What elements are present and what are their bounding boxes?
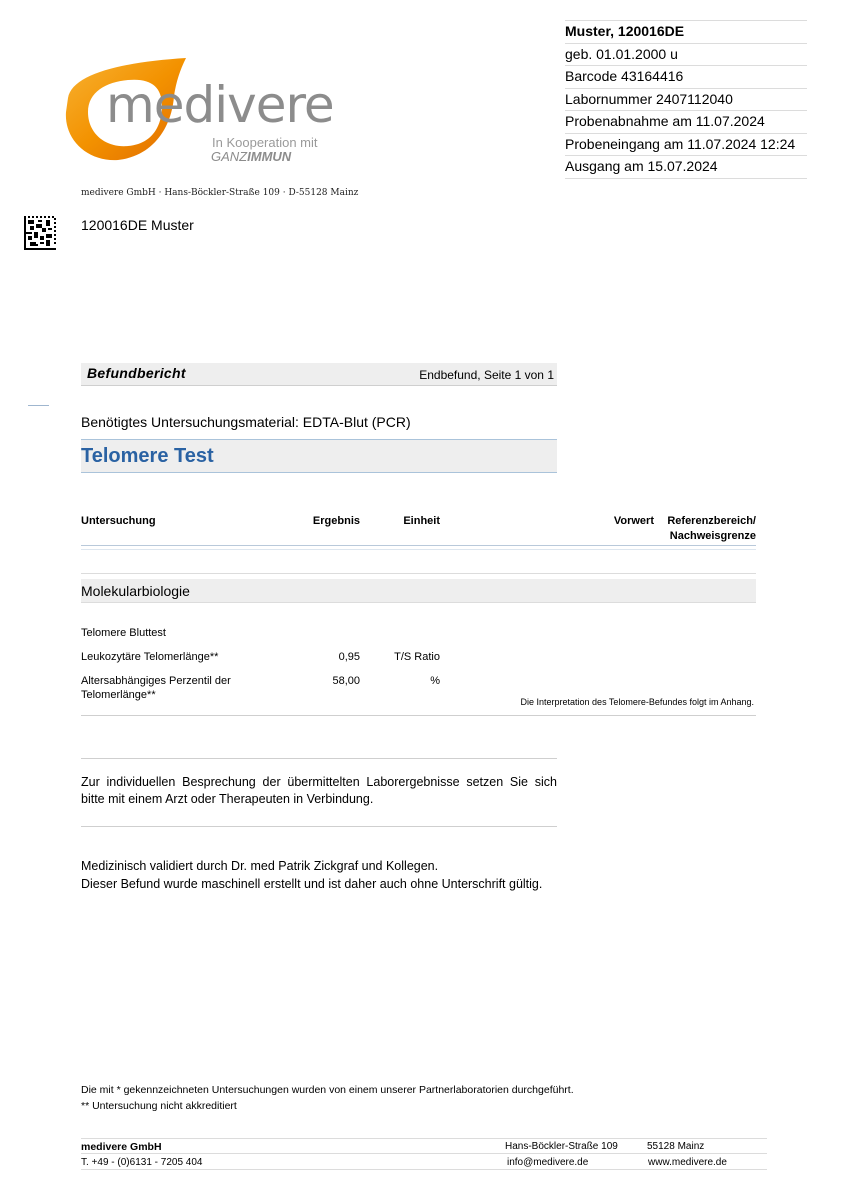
- interpretation-note: Die Interpretation des Telomere-Befundes folgt im Anhang.: [520, 697, 754, 707]
- advice-paragraph: [81, 774, 557, 808]
- result-unit: T/S Ratio: [394, 651, 440, 663]
- section-header: [81, 579, 756, 603]
- footer-city: 55128 Mainz: [647, 1141, 705, 1152]
- footer-phone: T. +49 - (0)6131 - 7205 404: [81, 1157, 203, 1168]
- footer-email[interactable]: info@medivere.de: [507, 1157, 589, 1168]
- result-value: 58,00: [332, 675, 360, 687]
- logo-tagline: In Kooperation mit: [212, 135, 318, 150]
- footer-website[interactable]: www.medivere.de: [648, 1157, 727, 1168]
- header-divider-thin: [81, 549, 756, 550]
- validation-line-2: Dieser Befund wurde maschinell erstellt und ist daher auch ohne Unterschrift gültig.: [81, 876, 543, 891]
- patient-info-box: [565, 20, 807, 179]
- footnote-partner-labs: Die mit * gekennzeichneten Untersuchungen wurden von einem unserer Partnerlaboratorien durchgeführt.: [81, 1084, 574, 1096]
- test-title-bar: [81, 439, 557, 473]
- logo-partner-b: IMMUN: [247, 149, 292, 164]
- patient-name: Muster, 120016DE: [565, 20, 807, 43]
- logo-brand-text: medivere: [106, 76, 332, 134]
- test-title: Telomere Test: [81, 445, 214, 467]
- recipient-address: 120016DE Muster: [81, 217, 194, 233]
- patient-birthdate: geb. 01.01.2000 u: [565, 43, 807, 66]
- col-header-vorwert: Vorwert: [613, 515, 654, 527]
- output-date: Ausgang am 15.07.2024: [565, 155, 807, 179]
- advice-divider-bottom: [81, 826, 557, 827]
- fold-mark: [28, 405, 49, 406]
- footnote-not-accredited: ** Untersuchung nicht akkreditiert: [81, 1100, 237, 1112]
- footer-divider-top: [81, 1138, 767, 1139]
- sample-received-date: Probeneingang am 11.07.2024 12:24: [565, 133, 807, 156]
- section-title: Molekularbiologie: [81, 583, 190, 599]
- test-group-name: Telomere Bluttest: [81, 627, 166, 639]
- col-header-nachweisgrenze: Nachweisgrenze: [669, 530, 756, 542]
- advice-line-1: Zur individuellen Besprechung der übermittelten Laborergebnisse setzen Sie sich: [81, 775, 557, 789]
- result-name: Altersabhängiges Perzentil der: [81, 675, 231, 687]
- footer-divider-bottom: [81, 1169, 767, 1170]
- result-name: Leukozytäre Telomerlänge**: [81, 651, 219, 663]
- result-name-cont: Telomerlänge**: [81, 689, 156, 701]
- advice-line-2: bitte mit einem Arzt oder Therapeuten in Verbindung.: [81, 792, 374, 806]
- result-value: 0,95: [338, 651, 360, 663]
- col-header-untersuchung: Untersuchung: [81, 515, 156, 527]
- footer-divider-middle: [81, 1153, 767, 1154]
- validation-statement: [81, 858, 542, 893]
- report-page-info: Endbefund, Seite 1 von 1: [419, 368, 554, 382]
- advice-divider-top: [81, 758, 557, 759]
- sample-taken-date: Probenabnahme am 11.07.2024: [565, 110, 807, 133]
- validation-line-1: Medizinisch validiert durch Dr. med Patrik Zickgraf und Kollegen.: [81, 859, 439, 873]
- report-header-bar: [81, 363, 557, 386]
- result-unit: %: [430, 675, 440, 687]
- footer-company: medivere GmbH: [81, 1141, 162, 1153]
- required-material: Benötigtes Untersuchungsmaterial: EDTA-Blut (PCR): [81, 414, 411, 430]
- logo-graphic: [62, 56, 332, 168]
- medivere-logo: [62, 56, 332, 168]
- col-header-referenz: Referenzbereich/: [667, 515, 756, 527]
- datamatrix-graphic: [24, 216, 56, 250]
- header-divider: [81, 545, 756, 546]
- datamatrix-code: [24, 216, 56, 250]
- report-title: Befundbericht: [87, 365, 186, 381]
- logo-partner: [211, 149, 292, 164]
- col-header-ergebnis: Ergebnis: [312, 515, 360, 527]
- col-header-einheit: Einheit: [403, 515, 440, 527]
- footer-street: Hans-Böckler-Straße 109: [505, 1141, 618, 1152]
- lab-number: Labornummer 2407112040: [565, 88, 807, 111]
- logo-partner-a: GANZ: [211, 149, 248, 164]
- patient-barcode: Barcode 43164416: [565, 65, 807, 88]
- table-end-divider: [81, 715, 756, 716]
- section-divider: [81, 573, 756, 574]
- sender-line: medivere GmbH · Hans-Böckler-Straße 109 · D-55128 Mainz: [81, 188, 359, 198]
